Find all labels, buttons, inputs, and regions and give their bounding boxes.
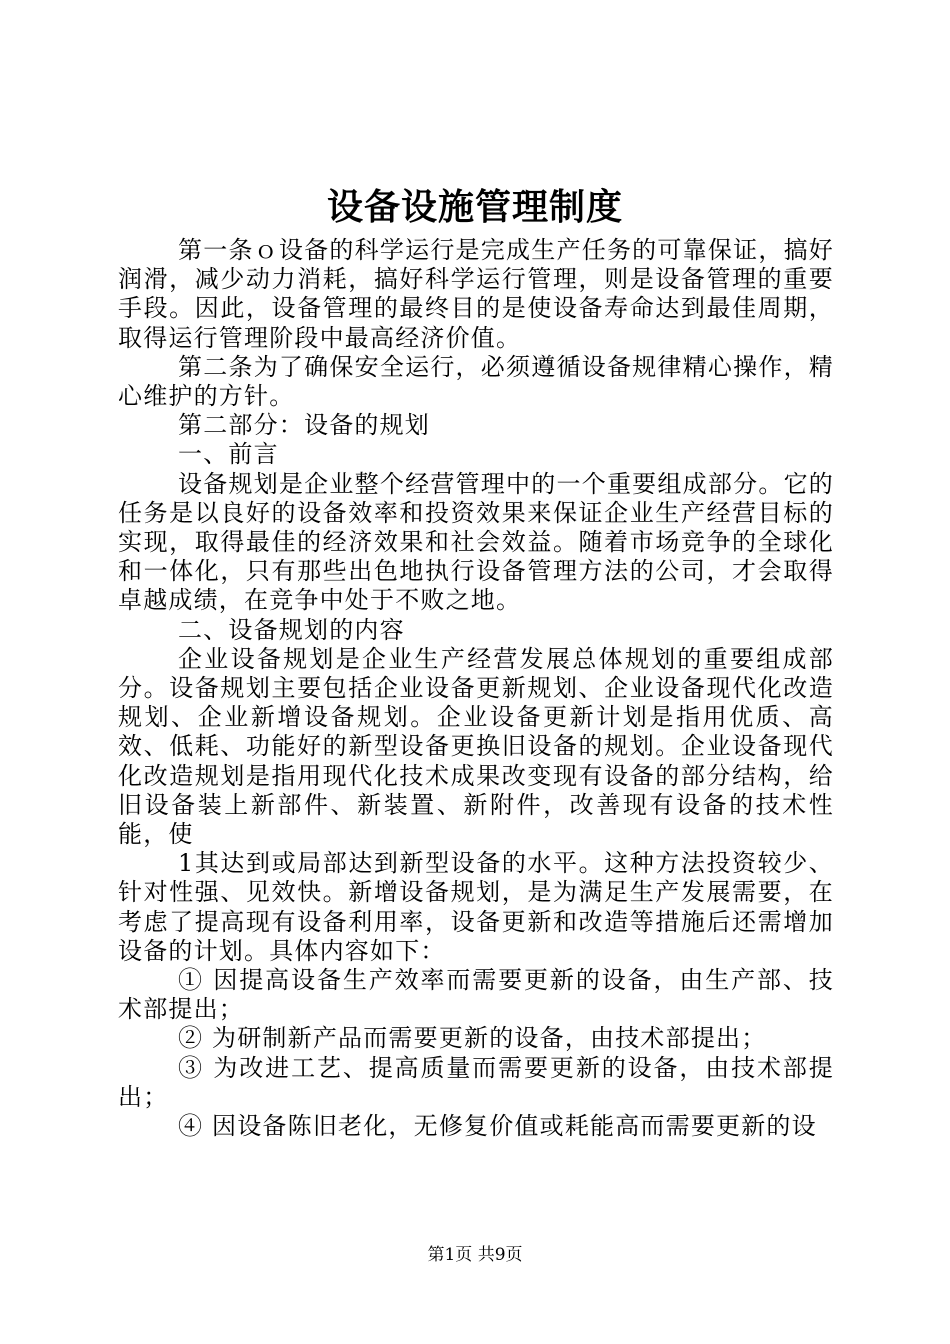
subheading-preface: 一、前言 xyxy=(178,440,279,469)
page-number-footer: 第1页 共9页 xyxy=(427,1245,523,1265)
paragraph-article-2: 第二条为了确保安全运行，必须遵循设备规律精心操作，精心维护的方针。 xyxy=(118,352,834,411)
paragraph-planning-continued: 1其达到或局部达到新型设备的水平。这种方法投资较少、针对性强、见效快。新增设备规划，是为满足生产发展需要，在考虑了提高现有设备利用率，设备更新和改造等措施后还需增加设备的计划。具体内容如下： xyxy=(118,849,834,965)
list-item-1: ① 因提高设备生产效率而需要更新的设备，由生产部、技术部提出； xyxy=(118,966,834,1024)
section-heading-part-2: 第二部分：设备的规划 xyxy=(178,411,430,440)
list-item-4: ④ 因设备陈旧老化，无修复价值或耗能高而需要更新的设 xyxy=(178,1112,817,1141)
document-body xyxy=(118,236,834,1141)
document-title: 设备设施管理制度 xyxy=(326,186,623,228)
list-item-3: ③ 为改进工艺、提高质量而需要更新的设备，由技术部提出； xyxy=(118,1053,834,1111)
paragraph-planning-content: 企业设备规划是企业生产经营发展总体规划的重要组成部分。设备规划主要包括企业设备更新规划、企业设备现代化改造规划、企业新增设备规划。企业设备更新计划是指用优质、高效、低耗、功能好的新型设备更换旧设备的规划。企业设备现代化改造规划是指用现代化技术成果改变现有设备的部分结构，给旧设备装上新部件、新装置、新附件，改善现有设备的技术性能，使 xyxy=(118,644,834,849)
paragraph-article-1: 第一条ｏ设备的科学运行是完成生产任务的可靠保证，搞好润滑，减少动力消耗，搞好科学运行管理，则是设备管理的重要手段。因此，设备管理的最终目的是使设备寿命达到最佳周期，取得运行管理阶段中最高经济价值。 xyxy=(118,236,834,352)
subheading-planning-content: 二、设备规划的内容 xyxy=(178,615,405,644)
paragraph-preface: 设备规划是企业整个经营管理中的一个重要组成部分。它的任务是以良好的设备效率和投资效果来保证企业生产经营目标的实现，取得最佳的经济效果和社会效益。随着市场竞争的全球化和一体化，只有那些出色地执行设备管理方法的公司，才会取得卓越成绩，在竞争中处于不败之地。 xyxy=(118,469,834,615)
list-item-2: ② 为研制新产品而需要更新的设备，由技术部提出； xyxy=(178,1024,767,1053)
